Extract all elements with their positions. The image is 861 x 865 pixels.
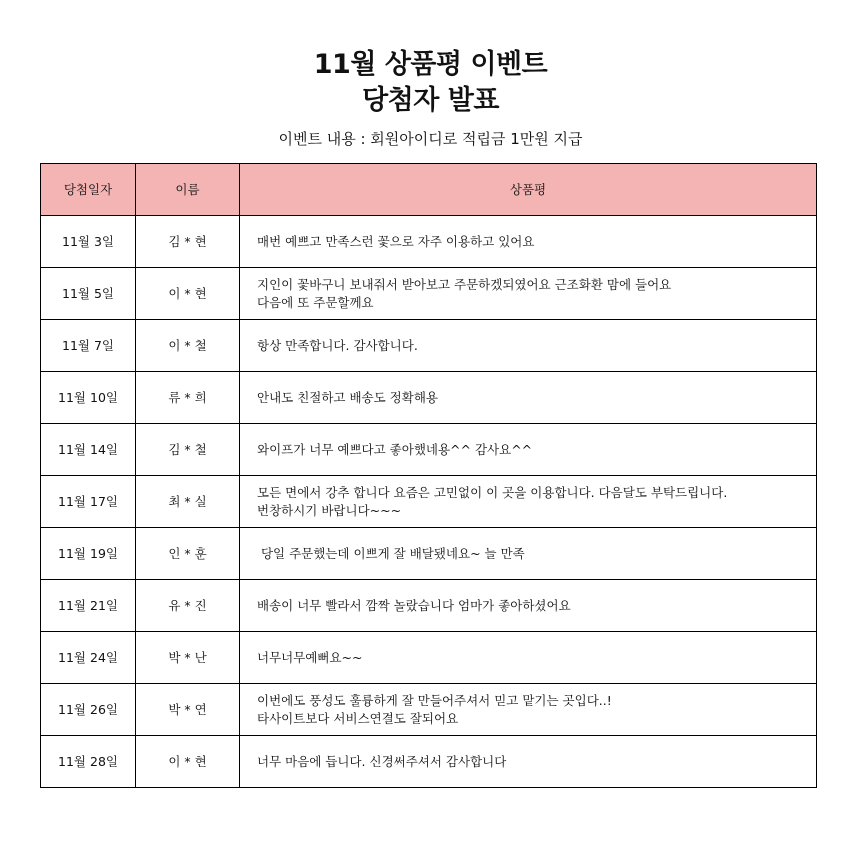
win-date: 11월 7일 bbox=[41, 320, 136, 372]
table-row bbox=[41, 216, 817, 268]
review-line: 매번 예쁘고 만족스런 꽃으로 자주 이용하고 있어요 bbox=[257, 233, 535, 249]
review-text bbox=[240, 684, 817, 736]
header-review: 상품평 bbox=[240, 164, 817, 216]
winner-name: 김 * 철 bbox=[136, 424, 240, 476]
review-line: 이번에도 풍성도 훌륭하게 잘 만들어주셔서 믿고 맡기는 곳입다..! bbox=[257, 692, 612, 708]
review-line: 모든 면에서 강추 합니다 요즘은 고민없이 이 곳을 이용합니다. 다음달도 부탁드립니다. bbox=[257, 484, 728, 500]
table-header-row bbox=[41, 164, 817, 216]
winner-name: 인 * 훈 bbox=[136, 528, 240, 580]
table-row bbox=[41, 476, 817, 528]
review-line: 너무너무예뻐요~~ bbox=[257, 649, 363, 665]
win-date: 11월 14일 bbox=[41, 424, 136, 476]
review-text bbox=[240, 424, 817, 476]
table-row bbox=[41, 736, 817, 788]
winner-name: 류 * 희 bbox=[136, 372, 240, 424]
review-line: 와이프가 너무 예쁘다고 좋아했네용^^ 감사요^^ bbox=[257, 441, 533, 457]
win-date: 11월 5일 bbox=[41, 268, 136, 320]
review-text bbox=[240, 736, 817, 788]
table-row bbox=[41, 320, 817, 372]
review-text bbox=[240, 476, 817, 528]
review-text bbox=[240, 632, 817, 684]
win-date: 11월 21일 bbox=[41, 580, 136, 632]
winners-table bbox=[40, 163, 817, 788]
winner-name: 최 * 실 bbox=[136, 476, 240, 528]
winner-name: 김 * 현 bbox=[136, 216, 240, 268]
win-date: 11월 17일 bbox=[41, 476, 136, 528]
review-line: 안내도 친절하고 배송도 정확해용 bbox=[257, 389, 438, 405]
table-row bbox=[41, 268, 817, 320]
review-line: 다음에 또 주문할께요 bbox=[257, 294, 374, 310]
winner-name: 박 * 난 bbox=[136, 632, 240, 684]
review-line: 타사이트보다 서비스연결도 잘되어요 bbox=[257, 710, 459, 726]
winner-name: 박 * 연 bbox=[136, 684, 240, 736]
event-description: 이벤트 내용 : 회원아이디로 적립금 1만원 지급 bbox=[278, 130, 583, 148]
winner-name: 이 * 철 bbox=[136, 320, 240, 372]
win-date: 11월 10일 bbox=[41, 372, 136, 424]
win-date: 11월 19일 bbox=[41, 528, 136, 580]
review-line: 배송이 너무 빨라서 깜짝 놀랐습니다 엄마가 좋아하셨어요 bbox=[257, 597, 571, 613]
table-row bbox=[41, 528, 817, 580]
review-text bbox=[240, 268, 817, 320]
review-line: 항상 만족합니다. 감사합니다. bbox=[257, 337, 418, 353]
review-line: 너무 마음에 듭니다. 신경써주셔서 감사합니다 bbox=[257, 753, 507, 769]
review-text bbox=[240, 216, 817, 268]
page-title: 11월 상품평 이벤트 bbox=[313, 49, 548, 80]
winner-name: 이 * 현 bbox=[136, 736, 240, 788]
page-subtitle-heading: 당첨자 발표 bbox=[362, 85, 499, 116]
table-body bbox=[41, 216, 817, 788]
winner-name: 유 * 진 bbox=[136, 580, 240, 632]
review-line: 지인이 꽃바구니 보내줘서 받아보고 주문하겠되였어요 근조화환 맘에 들어요 bbox=[257, 276, 672, 292]
table-row bbox=[41, 424, 817, 476]
review-text bbox=[240, 320, 817, 372]
winner-name: 이 * 현 bbox=[136, 268, 240, 320]
win-date: 11월 28일 bbox=[41, 736, 136, 788]
table-row bbox=[41, 632, 817, 684]
review-text bbox=[240, 372, 817, 424]
win-date: 11월 3일 bbox=[41, 216, 136, 268]
review-line: 당일 주문했는데 이쁘게 잘 배달됐네요~ 늘 만족 bbox=[257, 545, 525, 561]
table-row bbox=[41, 684, 817, 736]
table-row bbox=[41, 580, 817, 632]
review-text bbox=[240, 528, 817, 580]
table-row bbox=[41, 372, 817, 424]
review-text bbox=[240, 580, 817, 632]
win-date: 11월 24일 bbox=[41, 632, 136, 684]
win-date: 11월 26일 bbox=[41, 684, 136, 736]
review-line: 번창하시기 바랍니다~~~ bbox=[257, 502, 402, 518]
header-date: 당첨일자 bbox=[41, 164, 136, 216]
header-name: 이름 bbox=[136, 164, 240, 216]
